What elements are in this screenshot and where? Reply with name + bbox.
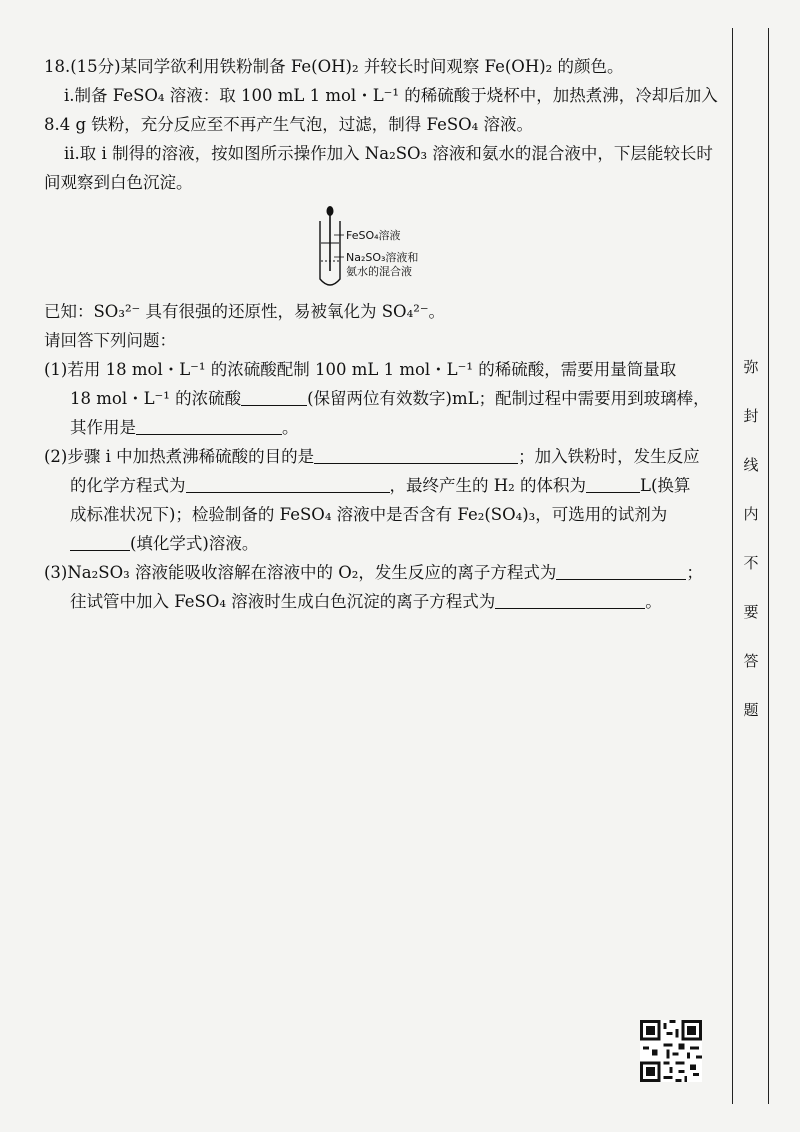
dropper-bulb — [327, 206, 334, 216]
q1-blank-volume[interactable] — [241, 387, 307, 406]
q2-text-b: ；加入铁粉时，发生反应 — [518, 447, 700, 466]
q1-text-d: 其作用是 — [70, 418, 136, 437]
binding-char: 要 — [743, 603, 759, 621]
q3-text-c: 往试管中加入 FeSO₄ 溶液时生成白色沉淀的离子方程式为 — [70, 592, 496, 611]
qr-code-icon — [640, 1020, 702, 1082]
q2-line4 — [44, 529, 716, 558]
q2-line3: 成标准状况下)；检验制备的 FeSO₄ 溶液中是否含有 Fe₂(SO₄)₃，可选用的试剂为 — [70, 505, 668, 524]
binding-char: 答 — [743, 652, 759, 670]
q2-text-a: (2)步骤 ⅰ 中加热煮沸稀硫酸的目的是 — [44, 447, 315, 466]
q3-blank-ionic-eq1[interactable] — [556, 561, 686, 580]
q2-blank-purpose[interactable] — [314, 445, 518, 464]
binding-notice — [738, 356, 764, 748]
known-info: 已知：SO₃²⁻ 具有很强的还原性，易被氧化为 SO₄²⁻。 — [44, 302, 446, 321]
q3-line1 — [44, 558, 716, 587]
q1-line3 — [44, 413, 716, 442]
q2-text-e: L(换算 — [640, 476, 691, 495]
q3-blank-ionic-eq2[interactable] — [495, 590, 645, 609]
q3-text-b: ； — [686, 563, 703, 582]
q2-text-g: (填化学式)溶液。 — [130, 534, 259, 553]
label-mixture-1: Na₂SO₃溶液和 — [346, 251, 419, 264]
question-18 — [44, 52, 716, 616]
q2-text-c: 的化学方程式为 — [70, 476, 186, 495]
binding-line-right — [768, 28, 769, 1104]
binding-char: 线 — [743, 456, 759, 474]
step2-line2: 间观察到白色沉淀。 — [44, 173, 193, 192]
q1-text-c: (保留两位有效数字)mL；配制过程中需要用到玻璃棒， — [307, 389, 710, 408]
q2-blank-volume[interactable] — [586, 474, 640, 493]
question-header: 18.(15分)某同学欲利用铁粉制备 Fe(OH)₂ 并较长时间观察 Fe(OH)₂ 的颜色。 — [44, 57, 624, 76]
step2-line1: ⅱ.取 ⅰ 制得的溶液，按如图所示操作加入 Na₂SO₃ 溶液和氨水的混合液中，下层能较长时 — [64, 144, 713, 163]
q2-line1 — [44, 442, 716, 471]
label-mixture-2: 氨水的混合液 — [346, 265, 412, 278]
q2-line2 — [44, 471, 716, 500]
q1-line2 — [44, 384, 716, 413]
q3-text-d: 。 — [645, 592, 662, 611]
q1-blank-rod-purpose[interactable] — [136, 416, 282, 435]
label-feso4: FeSO₄溶液 — [346, 229, 401, 242]
binding-margin — [730, 0, 772, 1132]
binding-char: 封 — [743, 407, 759, 425]
q3-text-a: (3)Na₂SO₃ 溶液能吸收溶解在溶液中的 O₂，发生反应的离子方程式为 — [44, 563, 557, 582]
step1-line1: ⅰ.制备 FeSO₄ 溶液：取 100 mL 1 mol・L⁻¹ 的稀硫酸于烧杯中，加热煮沸，冷却后加入 — [64, 86, 718, 105]
q1-line1: (1)若用 18 mol・L⁻¹ 的浓硫酸配制 100 mL 1 mol・L⁻¹ 的稀硫酸，需要用量筒量取 — [44, 360, 677, 379]
q2-blank-reagent[interactable] — [70, 532, 130, 551]
binding-char: 弥 — [743, 358, 759, 376]
q2-text-d: ，最终产生的 H₂ 的体积为 — [389, 476, 586, 495]
q1-text-e: 。 — [282, 418, 299, 437]
answer-prompt: 请回答下列问题： — [44, 331, 176, 350]
q1-text-b: 18 mol・L⁻¹ 的浓硫酸 — [70, 389, 242, 408]
binding-char: 不 — [743, 554, 759, 572]
binding-char: 题 — [743, 701, 759, 719]
binding-char: 内 — [743, 505, 759, 523]
test-tube-figure — [312, 205, 512, 291]
q3-line2 — [44, 587, 716, 616]
test-tube-diagram — [312, 205, 372, 291]
q2-blank-equation[interactable] — [186, 474, 390, 493]
step1-line2: 8.4 g 铁粉，充分反应至不再产生气泡，过滤，制得 FeSO₄ 溶液。 — [44, 115, 534, 134]
binding-line-left — [732, 28, 733, 1104]
